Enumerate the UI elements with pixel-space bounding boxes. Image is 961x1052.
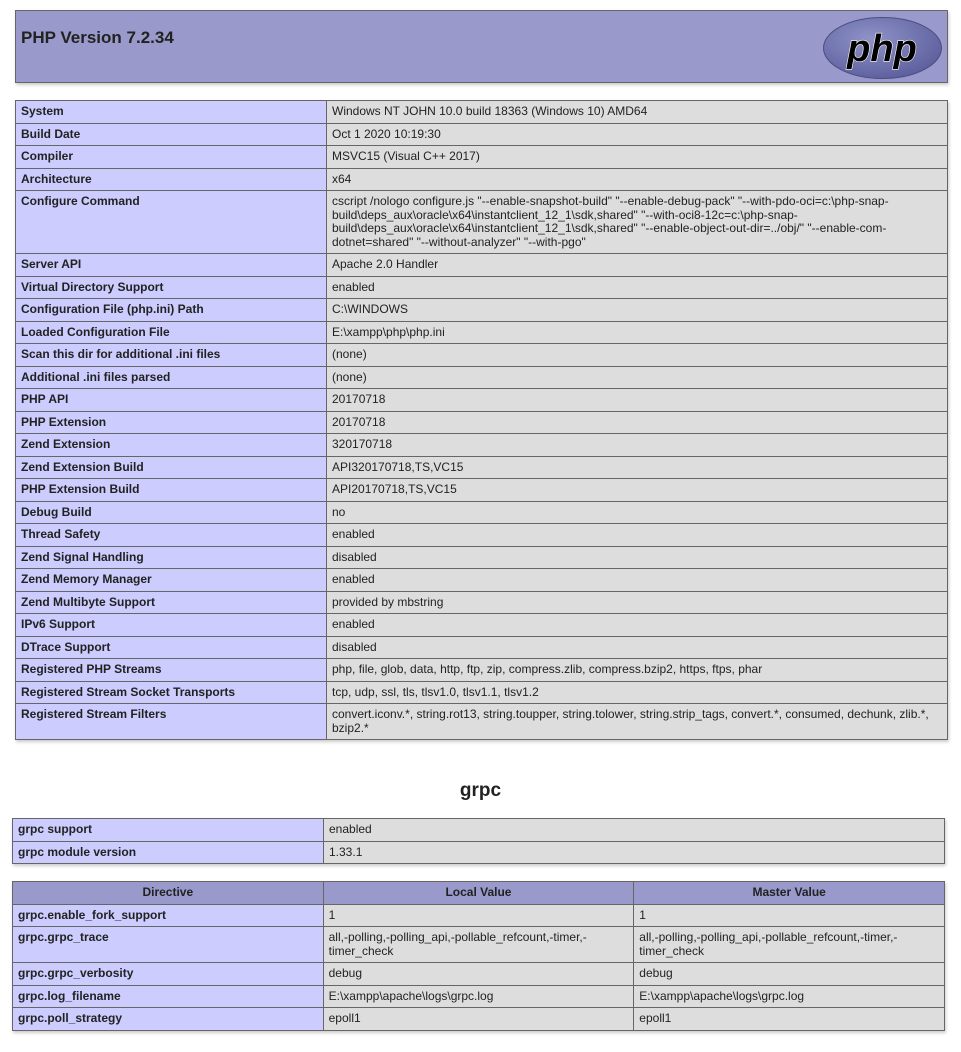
row-value: x64 (327, 168, 948, 191)
php-version-header (15, 10, 948, 83)
row-key: Build Date (16, 123, 327, 146)
table-row (16, 524, 948, 547)
table-row (16, 321, 948, 344)
master-value: debug (634, 963, 945, 986)
table-row (16, 659, 948, 682)
row-key: Registered PHP Streams (16, 659, 327, 682)
row-value: provided by mbstring (327, 591, 948, 614)
row-key: Configure Command (16, 191, 327, 254)
row-key: System (16, 101, 327, 124)
row-key: Registered Stream Socket Transports (16, 681, 327, 704)
row-value: Oct 1 2020 10:19:30 (327, 123, 948, 146)
table-row (16, 704, 948, 740)
row-key: Scan this dir for additional .ini files (16, 344, 327, 367)
row-value: MSVC15 (Visual C++ 2017) (327, 146, 948, 169)
row-value: 20170718 (327, 389, 948, 412)
row-key: Compiler (16, 146, 327, 169)
row-key: IPv6 Support (16, 614, 327, 637)
directive-name: grpc.grpc_verbosity (13, 963, 324, 986)
column-header-master-value: Master Value (634, 882, 945, 905)
row-value: no (327, 501, 948, 524)
row-value: API20170718,TS,VC15 (327, 479, 948, 502)
table-row (16, 479, 948, 502)
table-row (16, 569, 948, 592)
table-row (16, 434, 948, 457)
table-row (16, 366, 948, 389)
master-value: 1 (634, 904, 945, 927)
row-value: Apache 2.0 Handler (327, 254, 948, 277)
row-key: Zend Extension Build (16, 456, 327, 479)
table-row (16, 614, 948, 637)
master-value: epoll1 (634, 1008, 945, 1031)
local-value: epoll1 (323, 1008, 634, 1031)
php-logo-icon (822, 16, 943, 80)
row-value: enabled (327, 524, 948, 547)
table-row (16, 681, 948, 704)
directive-name: grpc.enable_fork_support (13, 904, 324, 927)
row-value: enabled (324, 819, 945, 842)
table-row (16, 276, 948, 299)
table-row (13, 841, 945, 864)
table-row (16, 411, 948, 434)
row-key: Additional .ini files parsed (16, 366, 327, 389)
master-value: all,-polling,-polling_api,-pollable_refcount,-timer,-timer_check (634, 927, 945, 963)
row-value: enabled (327, 614, 948, 637)
row-key: Debug Build (16, 501, 327, 524)
local-value: all,-polling,-polling_api,-pollable_refcount,-timer,-timer_check (323, 927, 634, 963)
row-value: 320170718 (327, 434, 948, 457)
row-value: disabled (327, 636, 948, 659)
table-row (16, 501, 948, 524)
row-key: Thread Safety (16, 524, 327, 547)
grpc-directives-table (12, 881, 945, 1031)
directive-row (13, 904, 945, 927)
row-value: cscript /nologo configure.js "--enable-snapshot-build" "--enable-debug-pack" "--with-pdo-oci=c:\php-snap-build\deps_aux\oracle\x64\instantclient_12_1\sdk,shared" "--with-oci8-12c=c:\php-snap-build\deps_aux\oracle\x64\instantclient_12_1\sdk,shared" "--enable-object-out-dir=../obj/" "--enable-com-dotnet=shared" "--without-analyzer" "--with-pgo" (327, 191, 948, 254)
row-value: convert.iconv.*, string.rot13, string.toupper, string.tolower, string.strip_tags, convert.*, consumed, dechunk, zlib.*, bzip2.* (327, 704, 948, 740)
php-info-table (15, 100, 948, 740)
page-title: PHP Version 7.2.34 (21, 28, 174, 47)
table-row (16, 636, 948, 659)
directive-row (13, 963, 945, 986)
table-row (16, 254, 948, 277)
table-row (16, 344, 948, 367)
row-key: grpc module version (13, 841, 324, 864)
table-row (16, 546, 948, 569)
table-row (16, 591, 948, 614)
row-key: Loaded Configuration File (16, 321, 327, 344)
table-row (16, 146, 948, 169)
table-row (16, 389, 948, 412)
table-row (16, 299, 948, 322)
directive-name: grpc.poll_strategy (13, 1008, 324, 1031)
row-value: php, file, glob, data, http, ftp, zip, compress.zlib, compress.bzip2, https, ftps, phar (327, 659, 948, 682)
table-row (16, 168, 948, 191)
row-key: Zend Signal Handling (16, 546, 327, 569)
row-key: Zend Memory Manager (16, 569, 327, 592)
row-key: PHP Extension Build (16, 479, 327, 502)
row-key: DTrace Support (16, 636, 327, 659)
directive-row (13, 985, 945, 1008)
row-value: enabled (327, 569, 948, 592)
row-key: Virtual Directory Support (16, 276, 327, 299)
row-value: E:\xampp\php\php.ini (327, 321, 948, 344)
row-value: C:\WINDOWS (327, 299, 948, 322)
directive-name: grpc.log_filename (13, 985, 324, 1008)
row-key: Zend Extension (16, 434, 327, 457)
grpc-info-table (12, 818, 945, 864)
row-key: grpc support (13, 819, 324, 842)
master-value: E:\xampp\apache\logs\grpc.log (634, 985, 945, 1008)
section-title-grpc: grpc (459, 780, 502, 801)
table-row (13, 819, 945, 842)
directive-name: grpc.grpc_trace (13, 927, 324, 963)
table-row (16, 101, 948, 124)
column-header-local-value: Local Value (323, 882, 634, 905)
row-value: 1.33.1 (324, 841, 945, 864)
row-key: Architecture (16, 168, 327, 191)
table-row (16, 191, 948, 254)
row-key: Server API (16, 254, 327, 277)
row-key: Registered Stream Filters (16, 704, 327, 740)
table-row (16, 123, 948, 146)
row-value: disabled (327, 546, 948, 569)
local-value: 1 (323, 904, 634, 927)
table-row (16, 456, 948, 479)
directive-row (13, 1008, 945, 1031)
row-value: (none) (327, 366, 948, 389)
row-key: Configuration File (php.ini) Path (16, 299, 327, 322)
local-value: E:\xampp\apache\logs\grpc.log (323, 985, 634, 1008)
row-value: (none) (327, 344, 948, 367)
local-value: debug (323, 963, 634, 986)
directive-header-row (13, 882, 945, 905)
column-header-directive: Directive (13, 882, 324, 905)
row-value: tcp, udp, ssl, tls, tlsv1.0, tlsv1.1, tlsv1.2 (327, 681, 948, 704)
row-key: PHP Extension (16, 411, 327, 434)
row-key: Zend Multibyte Support (16, 591, 327, 614)
row-value: enabled (327, 276, 948, 299)
row-value: 20170718 (327, 411, 948, 434)
row-key: PHP API (16, 389, 327, 412)
row-value: API320170718,TS,VC15 (327, 456, 948, 479)
svg-text:php: php (847, 28, 917, 70)
row-value: Windows NT JOHN 10.0 build 18363 (Windows 10) AMD64 (327, 101, 948, 124)
directive-row (13, 927, 945, 963)
